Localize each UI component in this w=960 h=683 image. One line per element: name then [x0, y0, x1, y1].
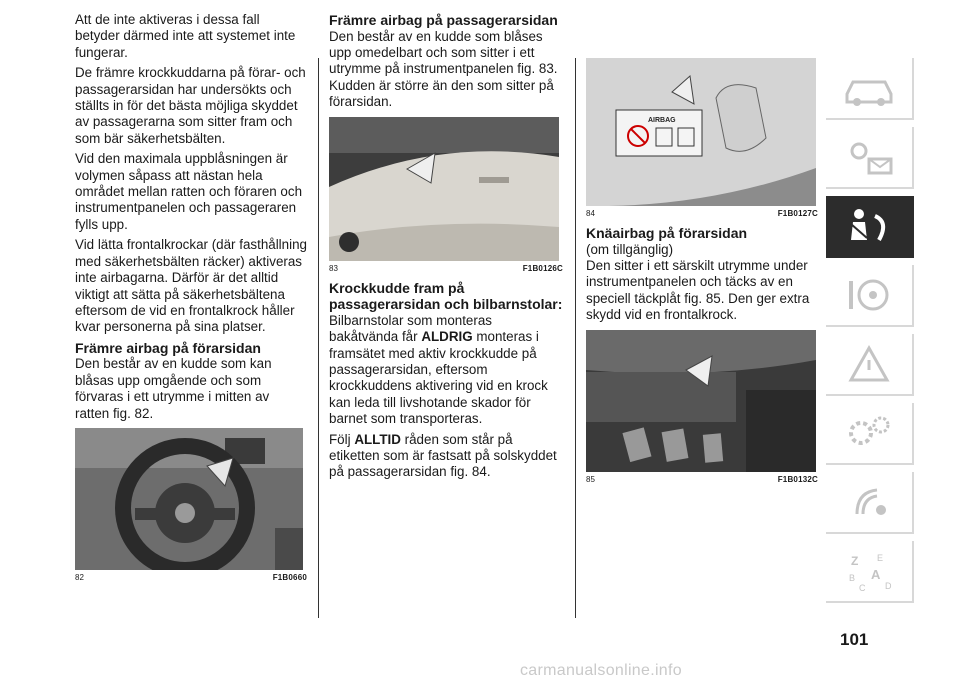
paragraph: Den sitter i ett särskilt utrymme under instrumentpanelen och täcks av en speciell täckplåt fig. 85. Den ger extra skydd vid en frontalkrock. — [586, 258, 810, 323]
figure-85-image — [586, 330, 816, 472]
index-letters-icon — [837, 547, 901, 595]
svg-text:B: B — [849, 573, 856, 583]
car-icon — [837, 64, 901, 112]
column-2 — [329, 12, 563, 485]
section-heading: Främre airbag på passagerarsidan — [329, 12, 558, 28]
figure-83-image — [329, 117, 559, 261]
tab-steering[interactable] — [826, 265, 914, 327]
figure-caption — [75, 573, 307, 583]
figure-caption — [586, 475, 818, 485]
page-number: 101 — [840, 630, 869, 649]
figure-84-image — [586, 58, 816, 206]
column-1 — [75, 12, 307, 589]
tab-airbag-seatbelt[interactable] — [826, 196, 914, 258]
column-3 — [586, 58, 818, 491]
figure-code: F1B0126C — [522, 263, 563, 273]
tab-multimedia[interactable] — [826, 472, 914, 534]
paragraph: Bilbarnstolar som monteras bakåtvända får ALDRIG monteras i framsätet med aktiv krockkudde på passagerarsidan, eftersom krockkuddens aktivering vid en krock kan leda till livshotande skador för barnet som transporteras. — [329, 312, 548, 427]
figure-code: F1B0660 — [272, 572, 307, 582]
chapter-sidebar — [826, 58, 914, 610]
paragraph: Följ ALLTID råden som står på etiketten som är fastsatt på solskyddet på passagerarsidan fig. 84. — [329, 431, 557, 480]
paragraph: De främre krockkuddarna på förar- och passagerarsidan har undersökts och ställts in för det bästa möjliga skyddet av passagerarna som sitter fram och som bär säkerhetsbälten. — [75, 65, 306, 146]
knee-airbag-photo — [586, 330, 816, 472]
figure-caption — [586, 209, 818, 219]
svg-text:A: A — [871, 567, 881, 582]
paragraph: Att de inte aktiveras i dessa fall betyder därmed inte att systemet inte fungerar. — [75, 12, 296, 60]
watermark: carmanualsonline.info — [520, 662, 682, 679]
airbag-label-text: AIRBAG — [648, 117, 676, 124]
figure-number: 84 — [586, 209, 595, 218]
subheading: (om tillgänglig) — [586, 241, 674, 257]
emphasis-always: ALLTID — [354, 431, 401, 447]
tab-road-warning[interactable] — [826, 334, 914, 396]
gear-icon — [837, 409, 901, 457]
steering-wheel-photo — [75, 428, 303, 570]
figure-number: 83 — [329, 263, 338, 273]
section-heading: Krockkudde fram på passagerarsidan och bilbarnstolar: — [329, 279, 563, 313]
dashboard-photo — [329, 117, 559, 261]
svg-text:Z: Z — [851, 554, 859, 568]
multimedia-icon — [837, 478, 901, 526]
figure-82-image — [75, 428, 303, 570]
figure-number: 82 — [75, 572, 84, 582]
paragraph: Den består av en kudde som kan blåsas upp omgående och som förvaras i ett utrymme i mitten av ratten fig. 82. — [75, 356, 272, 421]
sun-visor-photo — [586, 58, 816, 206]
road-warning-icon — [837, 340, 901, 388]
figure-code: F1B0132C — [777, 474, 818, 484]
tab-index[interactable] — [826, 541, 914, 603]
emphasis-never: ALDRIG — [421, 329, 473, 345]
paragraph: Vid lätta frontalkrockar (där fasthållning med säkerhetsbälten räcker) aktiveras inte airbagarna. Därför är det alltid viktigt att sätta på säkerhetsbältena eftersom de vid en frontalkrock håller kvar personerna på sina platser. — [75, 237, 307, 335]
paragraph: Vid den maximala uppblåsningen är volymen såpass att nästan hela området mellan ratten och föraren och instrumentpanelen och passageraren fylls upp. — [75, 151, 303, 232]
tab-warning-lights[interactable] — [826, 127, 914, 189]
section-heading: Knäairbag på förarsidan — [586, 225, 748, 241]
paragraph: Den består av en kudde som blåses upp omedelbart och som sitter i ett utrymme på instrumentpanelen fig. 83. Kudden är större än den som sitter på förarsidan. — [329, 28, 558, 110]
svg-text:C: C — [859, 583, 866, 593]
column-divider — [575, 58, 576, 618]
tab-maintenance[interactable] — [826, 403, 914, 465]
svg-text:E: E — [877, 553, 884, 563]
figure-number: 85 — [586, 474, 595, 484]
column-divider — [318, 58, 319, 618]
figure-caption — [329, 264, 563, 274]
steering-wheel-icon — [837, 271, 901, 319]
svg-text:D: D — [885, 581, 892, 591]
warning-lights-icon — [837, 133, 901, 181]
section-heading: Främre airbag på förarsidan — [75, 339, 261, 356]
airbag-seatbelt-icon — [837, 202, 901, 250]
figure-code: F1B0127C — [777, 209, 818, 218]
tab-car[interactable] — [826, 58, 914, 120]
